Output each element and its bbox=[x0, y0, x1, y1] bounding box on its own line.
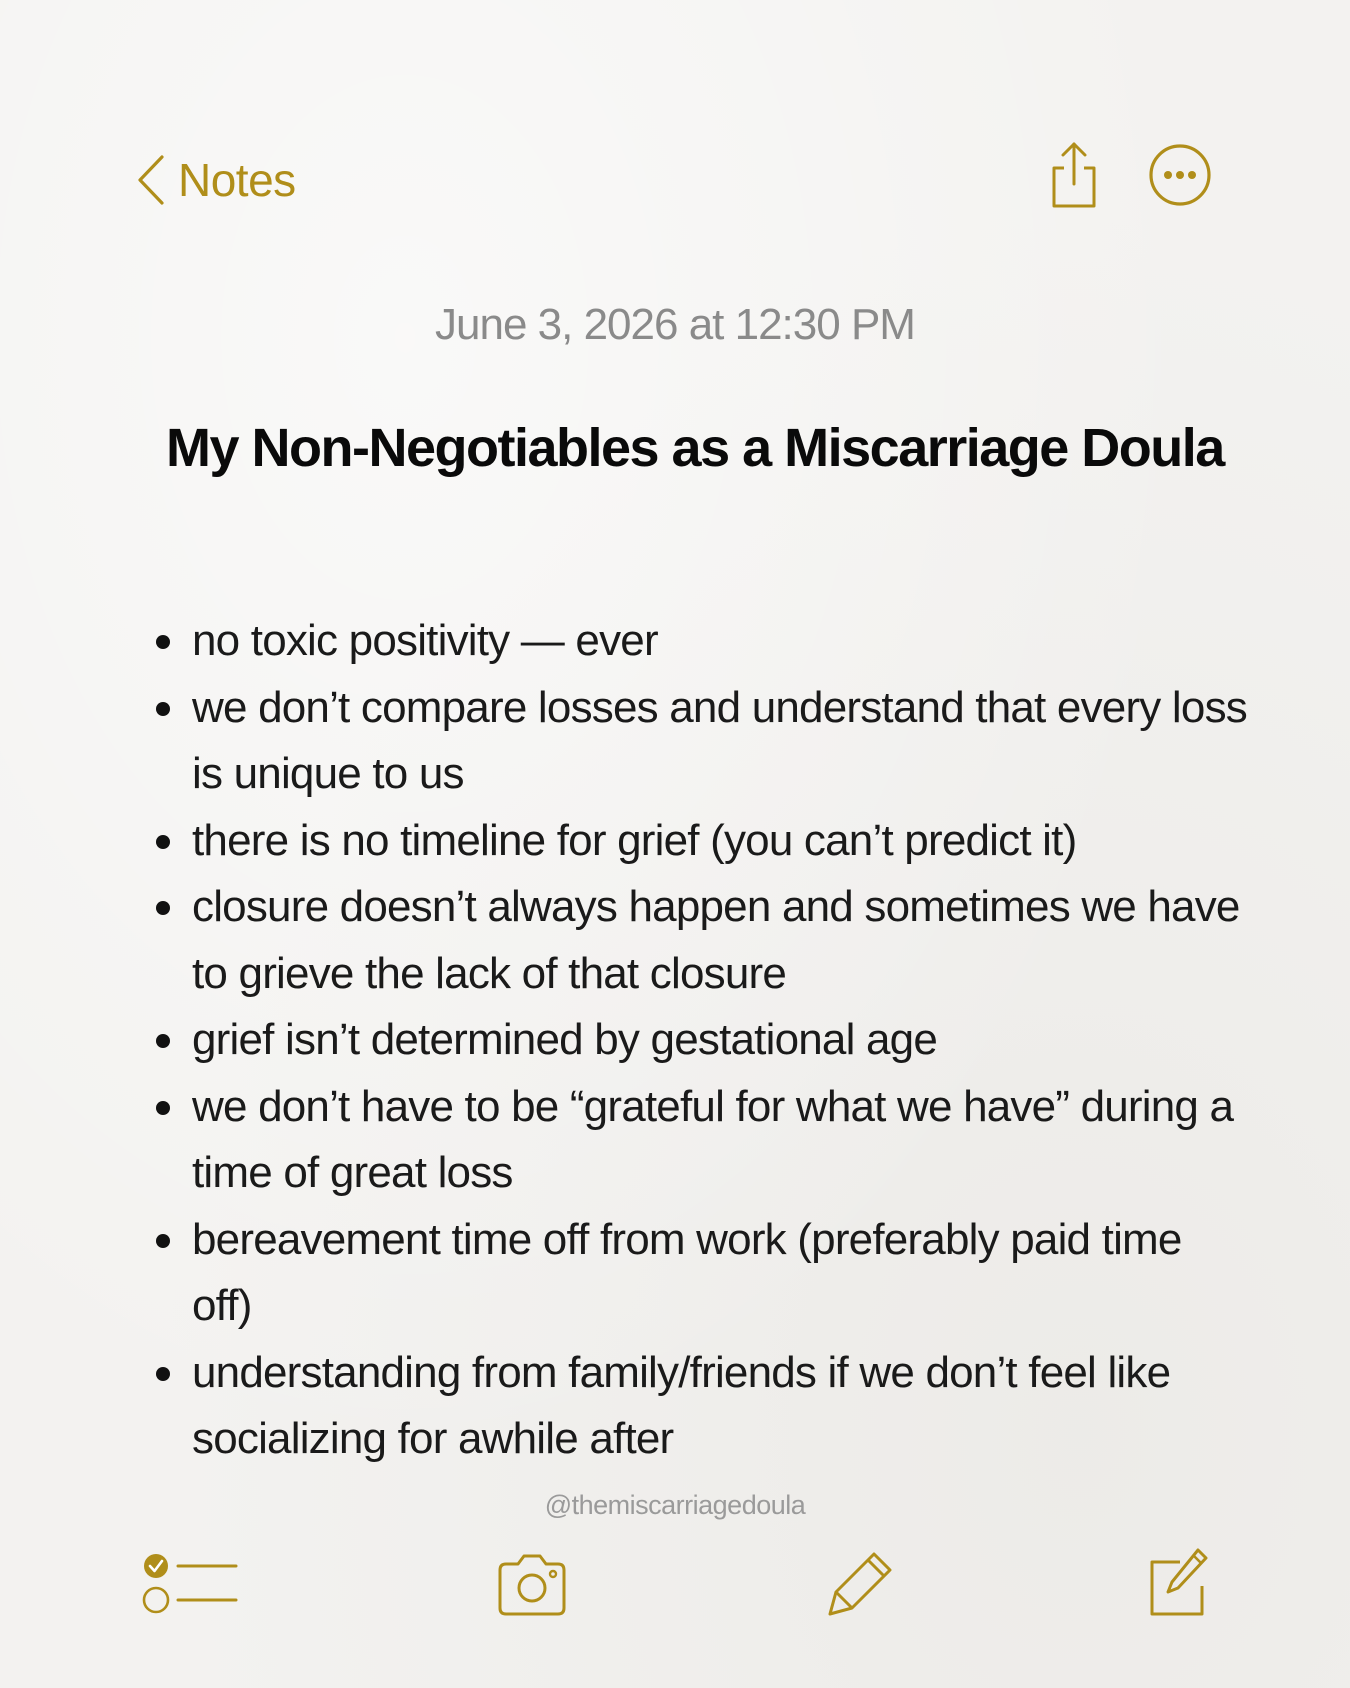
list-item[interactable] bbox=[192, 1207, 1252, 1340]
back-to-notes-button[interactable] bbox=[136, 150, 296, 210]
author-watermark: @themiscarriagedoula bbox=[544, 1490, 806, 1520]
compose-note-button[interactable] bbox=[1146, 1546, 1210, 1620]
list-item-text: closure doesn’t always happen and sometimes we have to grieve the lack of that closure bbox=[192, 882, 1240, 998]
ellipsis-circle-icon bbox=[1148, 194, 1212, 211]
checklist-icon bbox=[140, 1607, 240, 1624]
list-item-text: no toxic positivity — ever bbox=[192, 616, 658, 665]
list-item[interactable] bbox=[192, 1007, 1252, 1074]
checklist-button[interactable] bbox=[140, 1550, 240, 1620]
list-item-text: grief isn’t determined by gestational age bbox=[192, 1015, 937, 1064]
bullet-point bbox=[156, 901, 170, 915]
bullet-point bbox=[156, 835, 170, 849]
list-item[interactable] bbox=[192, 1074, 1252, 1207]
list-item-text: bereavement time off from work (preferably paid time off) bbox=[192, 1214, 1182, 1330]
list-item-text: there is no timeline for grief (you can’t predict it) bbox=[192, 815, 1077, 865]
note-title[interactable]: My Non-Negotiables as a Miscarriage Doula bbox=[166, 418, 1224, 478]
bullet-point bbox=[156, 1234, 170, 1248]
list-item[interactable] bbox=[192, 675, 1252, 808]
list-item[interactable] bbox=[192, 608, 1252, 675]
markup-button[interactable] bbox=[826, 1548, 896, 1620]
note-bullet-list[interactable] bbox=[192, 608, 1252, 1473]
note-timestamp: June 3, 2026 at 12:30 PM bbox=[435, 300, 915, 349]
bottom-toolbar bbox=[0, 1540, 1350, 1640]
bullet-point bbox=[156, 635, 170, 649]
list-item-text: we don’t compare losses and understand that every loss is unique to us bbox=[192, 682, 1247, 798]
list-item-text: understanding from family/friends if we don’t feel like socializing for awhile after bbox=[192, 1347, 1171, 1463]
bullet-point bbox=[156, 1101, 170, 1115]
share-button[interactable] bbox=[1044, 140, 1104, 210]
list-item-text: we don’t have to be “grateful for what we have” during a time of great loss bbox=[192, 1081, 1234, 1197]
camera-icon bbox=[494, 1607, 570, 1624]
compose-icon bbox=[1146, 1607, 1210, 1624]
share-icon bbox=[1044, 197, 1104, 214]
bullet-point bbox=[156, 702, 170, 716]
chevron-left-icon bbox=[136, 153, 166, 207]
markup-pen-icon bbox=[826, 1607, 896, 1624]
list-item[interactable] bbox=[192, 874, 1252, 1007]
list-item[interactable] bbox=[192, 1340, 1252, 1473]
more-options-button[interactable] bbox=[1148, 143, 1212, 207]
list-item[interactable] bbox=[192, 808, 1252, 875]
bullet-point bbox=[156, 1367, 170, 1381]
back-button-label: Notes bbox=[178, 154, 296, 206]
bullet-point bbox=[156, 1034, 170, 1048]
navigation-bar bbox=[0, 0, 1350, 260]
camera-button[interactable] bbox=[494, 1550, 570, 1620]
